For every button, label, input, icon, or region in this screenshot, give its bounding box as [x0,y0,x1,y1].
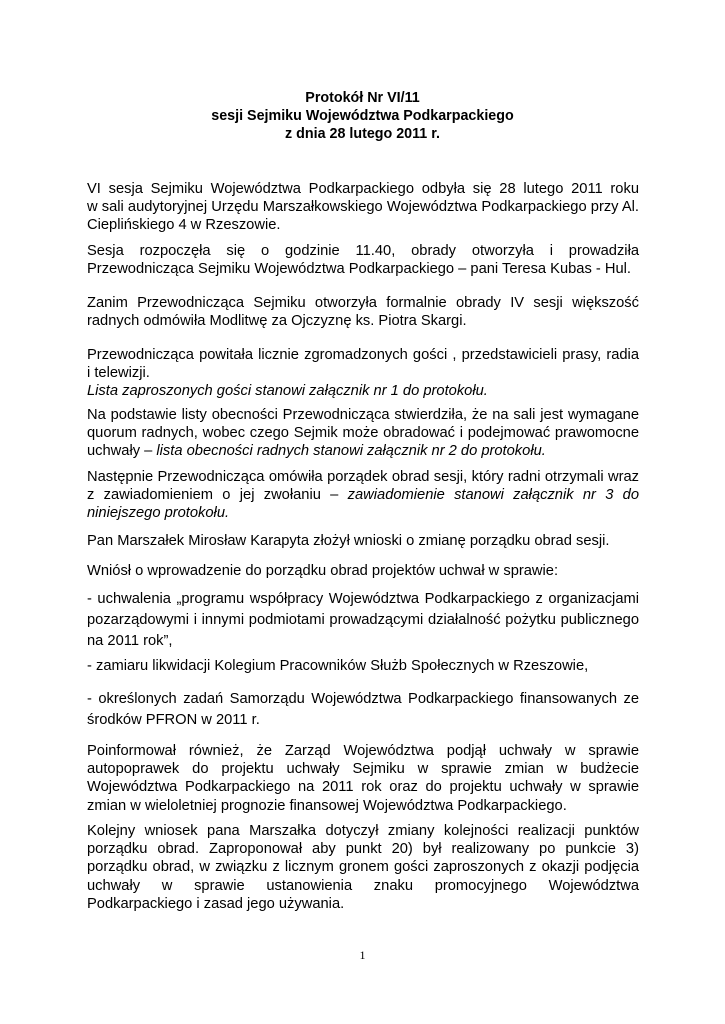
text-line: na 2011 rok”, [87,633,173,649]
paragraph-quorum [87,406,639,461]
paragraph-session-start [87,242,639,278]
text-line: pozarządowymi i innymi podmiotami prowadzącymi działalność pożytku publicznego [87,612,639,628]
title-line-2: sesji Sejmiku Województwa Podkarpackiego [211,108,514,124]
text-line: autopoprawek do projektu uchwały Sejmiku w sprawie zmian w budżecie [87,761,639,778]
title-line-1: Protokół Nr VI/11 [305,90,420,106]
list-item-pfron [87,689,639,731]
attachment-note: niniejszego protokołu. [87,505,230,522]
text-line: Województwa Podkarpackiego na 2011 rok oraz do projektu uchwały w sprawie [87,779,639,796]
text-line: i telewizji. [87,365,150,382]
text-line: środków PFRON w 2011 r. [87,712,260,728]
text-line: Kolejny wniosek pana Marszałka dotyczył zmiany kolejności realizacji punktów [87,823,639,839]
attachment-note: Lista zaproszonych gości stanowi załącznik nr 1 do protokołu. [87,383,488,400]
text-line [87,504,639,522]
text-line: radnych odmówiła Modlitwę za Ojczyznę ks. Piotra Skargi. [87,313,467,330]
text-line: Poinformował również, że Zarząd Województwa podjął uchwały w sprawie [87,743,639,759]
paragraph-marshal-motion [87,532,639,550]
text-run: z zawiadomieniem o jej zwołaniu – [87,487,348,504]
text-line: - określonych zadań Samorządu Województwa Podkarpackiego finansowanych ze [87,691,639,707]
text-line: Cieplińskiego 4 w Rzeszowie. [87,217,281,234]
text-run: uchwały – [87,443,157,460]
text-line: Pan Marszałek Mirosław Karapyta złożył wnioski o zmianę porządku obrad sesji. [87,533,610,549]
text-line: Podkarpackiego i zasad jego używania. [87,895,345,912]
text-line: uchwały w sprawie ustanowienia znaku promocyjnego Województwa [87,877,639,894]
text-line [87,486,639,504]
paragraph-order-change [87,822,639,913]
paragraph-prayer [87,294,639,330]
text-line: quorum radnych, wobec czego Sejmik może obradować i podejmować prawomocne [87,425,639,442]
text-line: porządku obrad, w związku z licznym gronem gości zaproszonych z okazji podjęcia [87,859,639,876]
paragraph-guests [87,346,639,401]
text-line: Następnie Przewodnicząca omówiła porządek obrad sesji, który radni otrzymali wraz [87,469,639,485]
paragraph-motion-intro [87,562,639,580]
text-line: Wniósł o wprowadzenie do porządku obrad projektów uchwał w sprawie: [87,563,559,579]
text-line: Przewodnicząca Sejmiku Województwa Podkarpackiego – pani Teresa Kubas - Hul. [87,261,631,278]
text-line: - uchwalenia „programu współpracy Województwa Podkarpackiego z organizacjami [87,591,639,607]
list-item-program [87,589,639,652]
paragraph-amendments [87,742,639,815]
text-line: Zanim Przewodnicząca Sejmiku otworzyła formalnie obrady IV sesji większość [87,295,639,311]
text-line: - zamiaru likwidacji Kolegium Pracowników Służb Społecznych w Rzeszowie, [87,658,589,674]
paragraph-agenda [87,468,639,523]
text-line [87,442,639,460]
paragraph-session-info [87,180,639,235]
list-item-college [87,657,639,675]
text-line: Na podstawie listy obecności Przewodnicząca stwierdziła, że na sali jest wymagane [87,407,639,423]
document-title [0,89,725,143]
page-number: 1 [359,948,366,962]
text-line [87,382,639,400]
text-line: VI sesja Sejmiku Województwa Podkarpackiego odbyła się 28 lutego 2011 roku [87,181,639,197]
text-line: Sesja rozpoczęła się o godzinie 11.40, obrady otworzyła i prowadziła [87,243,639,259]
text-line: Przewodnicząca powitała licznie zgromadzonych gości , przedstawicieli prasy, radia [87,347,639,363]
title-line-3: z dnia 28 lutego 2011 r. [285,126,440,142]
attachment-note: lista obecności radnych stanowi załącznik nr 2 do protokołu. [156,443,546,460]
text-line: zmian w wieloletniej prognozie finansowej Województwa Podkarpackiego. [87,797,567,814]
text-line: w sali audytoryjnej Urzędu Marszałkowskiego Województwa Podkarpackiego przy Al. [87,199,639,216]
text-line: porządku obrad. Zaproponował aby punkt 20) był realizowany po punkcie 3) [87,841,639,858]
attachment-note: zawiadomienie stanowi załącznik nr 3 do [347,487,639,504]
